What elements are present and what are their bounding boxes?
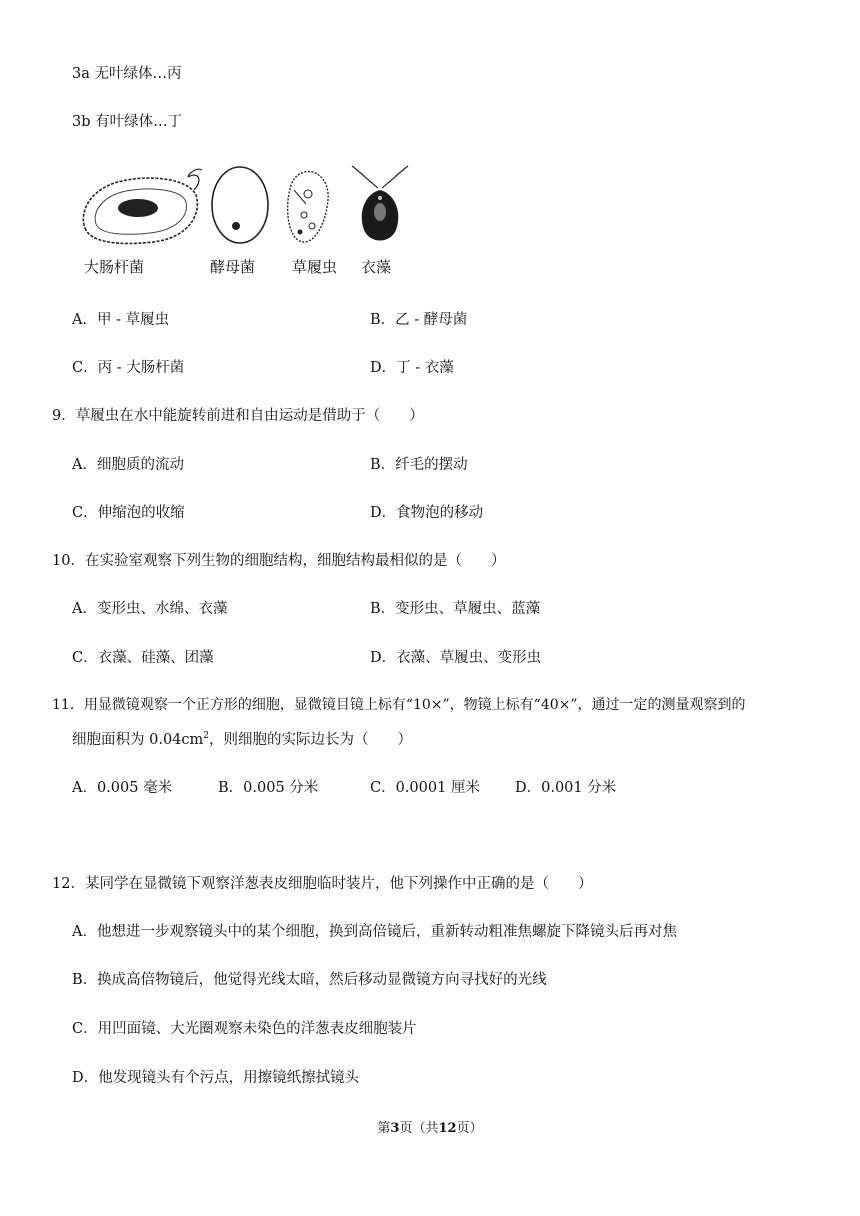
q10-stem: 10．在实验室观察下列生物的细胞结构，细胞结构最相似的是（ ） [52, 553, 506, 569]
chlamydomonas-drawing [352, 166, 408, 241]
q8-option-c: C．丙 - 大肠杆菌 [72, 360, 185, 376]
q8-option-b: B．乙 - 酵母菌 [370, 312, 468, 328]
q9-option-b: B．纤毛的摆动 [370, 457, 468, 473]
footer-middle: 页（共 [399, 1121, 439, 1136]
q11-stem-tail: ，则细胞的实际边长为（ ） [209, 732, 412, 748]
q11-stem-line2 [72, 728, 412, 749]
q12-stem: 12．某同学在显微镜下观察洋葱表皮细胞临时装片，他下列操作中正确的是（ ） [52, 876, 593, 892]
q8-option-a: A．甲 - 草履虫 [72, 312, 170, 328]
q11-option-c: C．0.0001 厘米 [370, 780, 480, 796]
footer-prefix: 第 [377, 1121, 391, 1136]
page-total: 12 [438, 1121, 457, 1136]
organism-label-paramecium: 草履虫 [292, 258, 338, 276]
q11-stem-line1: 11．用显微镜观察一个正方形的细胞，显微镜目镜上标有“10×”，物镜上标有“40×”，通过一定的测量观察到的 [52, 697, 746, 713]
e-coli-drawing [83, 169, 202, 243]
q11-option-a: A．0.005 毫米 [72, 780, 173, 796]
organism-drawings [78, 160, 423, 245]
organism-label-chlamydomonas: 衣藻 [361, 258, 392, 276]
footer-suffix: 页） [456, 1121, 483, 1136]
q10-option-a: A．变形虫、水绵、衣藻 [72, 601, 228, 617]
q12-option-b: B．换成高倍物镜后，他觉得光线太暗，然后移动显微镜方向寻找好的光线 [72, 972, 547, 988]
q9-option-d: D．食物泡的移动 [370, 505, 484, 521]
q11-superscript: 2 [203, 731, 209, 742]
yeast-drawing [212, 167, 268, 243]
q9-stem: 9．草履虫在水中能旋转前进和自由运动是借助于（ ） [52, 408, 424, 424]
organism-label-e-coli: 大肠杆菌 [84, 258, 145, 276]
organism-figure [78, 160, 423, 278]
key-line-3b: 3b 有叶绿体…丁 [72, 114, 183, 130]
q10-option-b: B．变形虫、草履虫、蓝藻 [370, 601, 541, 617]
page-footer [0, 1117, 860, 1136]
q8-option-d: D．丁 - 衣藻 [370, 360, 454, 376]
q10-option-c: C．衣藻、硅藻、团藻 [72, 650, 214, 666]
q11-option-d: D．0.001 分米 [515, 780, 617, 796]
q9-option-c: C．伸缩泡的收缩 [72, 505, 185, 521]
q11-option-b: B．0.005 分米 [218, 780, 319, 796]
q12-option-d: D．他发现镜头有个污点，用擦镜纸擦拭镜头 [72, 1070, 360, 1086]
paramecium-drawing [288, 172, 329, 242]
organism-label-yeast: 酵母菌 [210, 258, 256, 276]
q9-option-a: A．细胞质的流动 [72, 457, 184, 473]
q12-option-c: C．用凹面镜、大光圈观察未染色的洋葱表皮细胞装片 [72, 1021, 417, 1037]
q12-option-a: A．他想进一步观察镜头中的某个细胞，换到高倍镜后，重新转动粗准焦螺旋下降镜头后再对焦 [72, 924, 677, 940]
page-number: 3 [390, 1121, 400, 1136]
key-line-3a: 3a 无叶绿体…丙 [72, 66, 182, 82]
q10-option-d: D．衣藻、草履虫、变形虫 [370, 650, 542, 666]
q11-stem-text: 细胞面积为 0.04cm [72, 732, 204, 748]
